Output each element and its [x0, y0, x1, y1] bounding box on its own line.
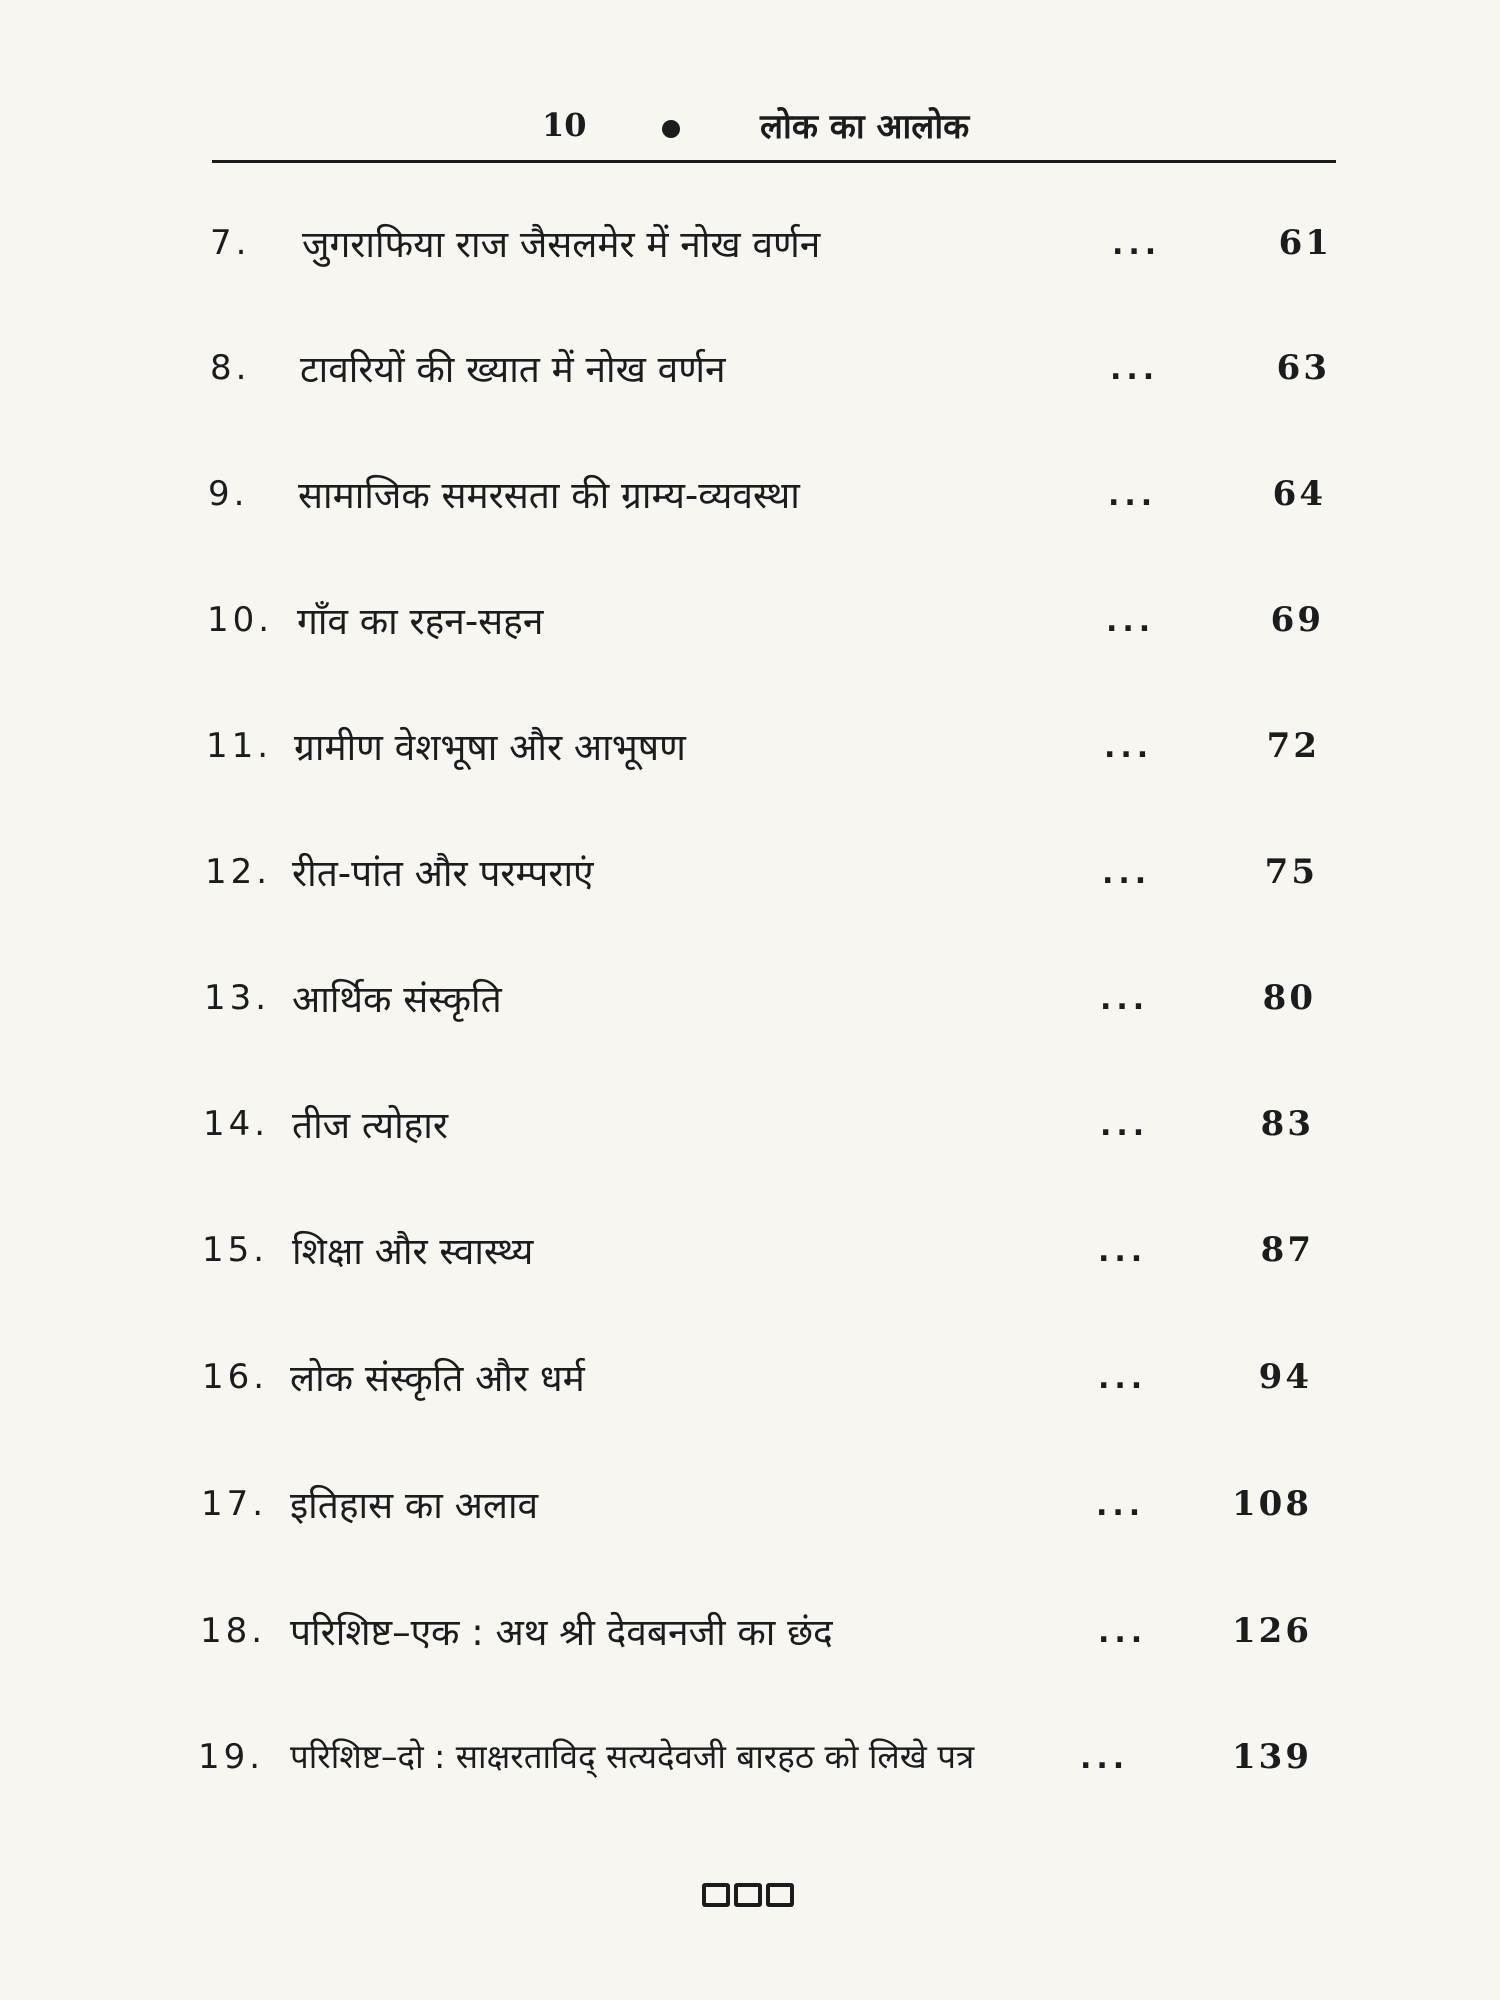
toc-leader-dots: ... — [1112, 227, 1162, 262]
toc-entry-page: 63 — [1276, 348, 1330, 388]
toc-entry-title: सामाजिक समरसता की ग्राम्य-व्यवस्था — [298, 474, 800, 517]
header-rule — [212, 160, 1336, 163]
toc-entry — [0, 466, 1500, 526]
toc-leader-dots: ... — [1100, 982, 1150, 1017]
toc-entry-number: 11. — [206, 726, 273, 766]
toc-entry — [0, 1603, 1500, 1663]
toc-leader-dots: ... — [1098, 1361, 1148, 1396]
toc-leader-dots: ... — [1096, 1488, 1146, 1523]
running-header — [212, 100, 1332, 156]
toc-entry — [0, 970, 1500, 1030]
toc-entry-page: 108 — [1232, 1484, 1312, 1524]
toc-leader-dots: ... — [1098, 1615, 1148, 1650]
toc-entry-page: 61 — [1278, 223, 1332, 263]
toc-entry-number: 8. — [210, 348, 251, 388]
toc-entry-title: जुगराफिया राज जैसलमेर में नोख वर्णन — [302, 223, 821, 266]
toc-entry — [0, 340, 1500, 400]
toc-entry-number: 13. — [204, 978, 271, 1018]
toc-entry-title: शिक्षा और स्वास्थ्य — [292, 1230, 534, 1273]
header-page-number: 10 — [542, 106, 587, 144]
toc-entry-title: ग्रामीण वेशभूषा और आभूषण — [294, 726, 686, 769]
toc-entry-number: 16. — [202, 1357, 269, 1397]
toc-entry — [0, 1349, 1500, 1409]
toc-leader-dots: ... — [1098, 1234, 1148, 1269]
toc-entry-page: 139 — [1232, 1737, 1312, 1777]
toc-entry-page: 83 — [1260, 1104, 1314, 1144]
square-ornament-icon — [702, 1883, 730, 1907]
toc-leader-dots: ... — [1104, 730, 1154, 765]
bullet-separator-icon — [662, 120, 680, 138]
toc-entry-number: 17. — [201, 1484, 268, 1524]
toc-entry-number: 7. — [210, 223, 251, 263]
toc-entry — [0, 1476, 1500, 1536]
toc-entry-page: 72 — [1266, 726, 1320, 766]
header-book-title: लोक का आलोक — [760, 107, 970, 147]
end-of-section-mark — [702, 1883, 794, 1913]
toc-entry-number: 10. — [207, 600, 274, 640]
square-ornament-icon — [766, 1883, 794, 1907]
toc-entry-page: 64 — [1272, 474, 1326, 514]
toc-leader-dots: ... — [1102, 856, 1152, 891]
toc-entry-page: 94 — [1258, 1357, 1312, 1397]
toc-entry-title: रीत-पांत और परम्पराएं — [292, 852, 594, 895]
toc-entry-page: 80 — [1262, 978, 1316, 1018]
toc-entry-number: 15. — [202, 1230, 269, 1270]
toc-entry-title: टावरियों की ख्यात में नोख वर्णन — [300, 348, 726, 391]
square-ornament-icon — [734, 1883, 762, 1907]
toc-entry-title: आर्थिक संस्कृति — [292, 978, 502, 1021]
toc-entry-number: 9. — [208, 474, 249, 514]
toc-leader-dots: ... — [1100, 1108, 1150, 1143]
toc-leader-dots: ... — [1108, 478, 1158, 513]
toc-entry-title: परिशिष्ट–दो : साक्षरताविद् सत्यदेवजी बारहठ को लिखे पत्र — [290, 1737, 975, 1776]
toc-entry — [0, 1729, 1500, 1789]
toc-entry — [0, 1222, 1500, 1282]
toc-entry — [0, 718, 1500, 778]
toc-entry-title: लोक संस्कृति और धर्म — [290, 1357, 585, 1400]
toc-leader-dots: ... — [1080, 1741, 1130, 1776]
toc-entry-page: 75 — [1264, 852, 1318, 892]
toc-entry-title: तीज त्योहार — [292, 1104, 449, 1147]
toc-entry-number: 18. — [200, 1611, 267, 1651]
toc-leader-dots: ... — [1110, 352, 1160, 387]
toc-entry-title: इतिहास का अलाव — [290, 1484, 539, 1527]
toc-entry-number: 12. — [205, 852, 272, 892]
toc-entry-title: परिशिष्ट–एक : अथ श्री देवबनजी का छंद — [290, 1611, 833, 1654]
toc-entry-number: 19. — [198, 1737, 265, 1777]
toc-entry — [0, 215, 1500, 275]
toc-entry — [0, 1096, 1500, 1156]
toc-entry-page: 87 — [1260, 1230, 1314, 1270]
toc-entry — [0, 844, 1500, 904]
toc-entry-page: 126 — [1232, 1611, 1312, 1651]
toc-entry-number: 14. — [203, 1104, 270, 1144]
toc-entry — [0, 592, 1500, 652]
toc-leader-dots: ... — [1106, 604, 1156, 639]
toc-entry-title: गाँव का रहन-सहन — [297, 600, 544, 643]
toc-entry-page: 69 — [1270, 600, 1324, 640]
